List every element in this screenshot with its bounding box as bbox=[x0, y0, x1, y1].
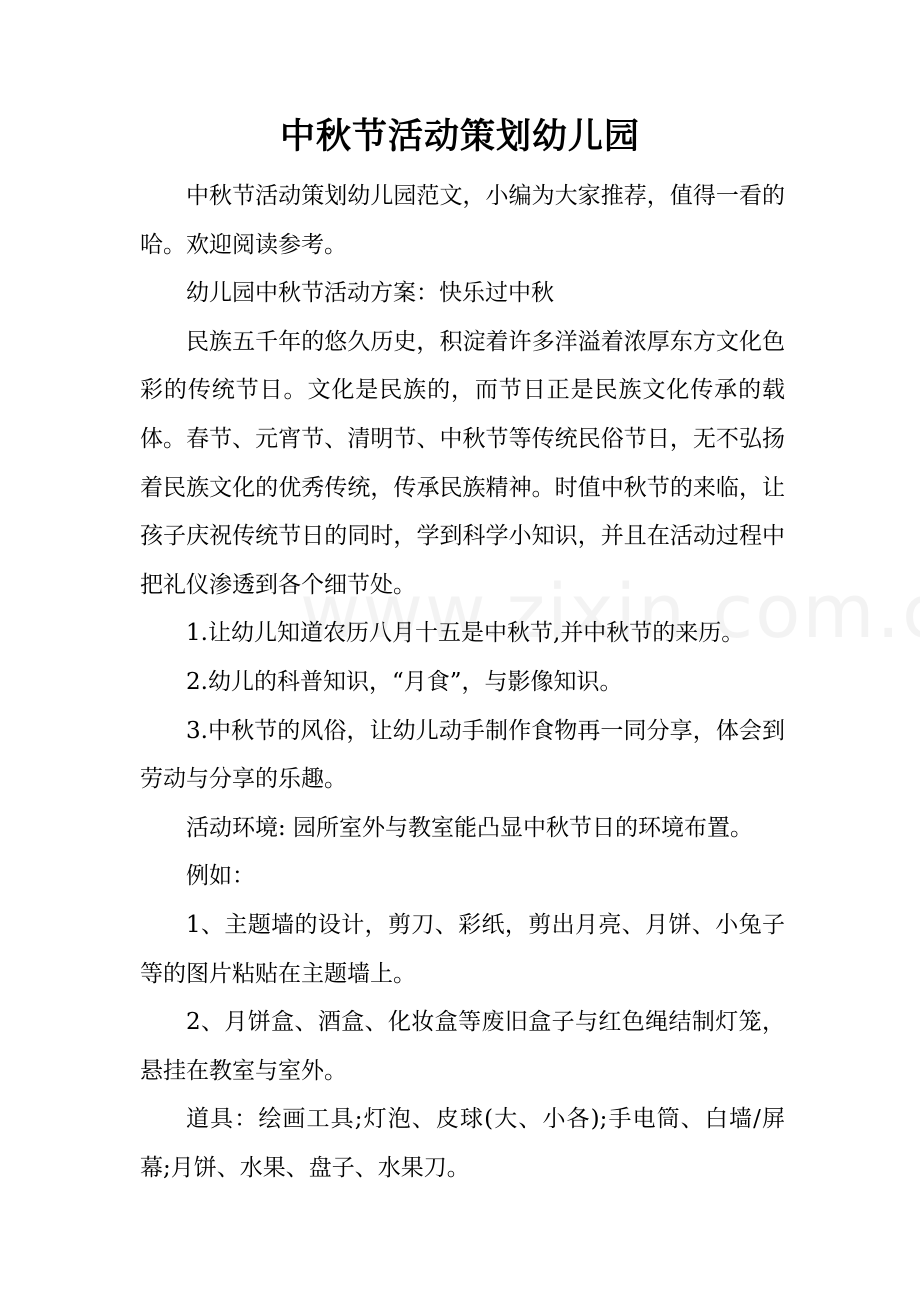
paragraph-background: 民族五千年的悠久历史，积淀着许多洋溢着浓厚东方文化色彩的传统节日。文化是民族的，而节日正是民族文化传承的载体。春节、元宵节、清明节、中秋节等传统民俗节日，无不弘扬着民族文化的优秀传统，传承民族精神。时值中秋节的来临，让孩子庆祝传统节日的同时，学到科学小知识，并且在活动过程中把礼仪渗透到各个细节处。 bbox=[140, 328, 785, 598]
paragraph-example-1: 1、主题墙的设计，剪刀、彩纸，剪出月亮、月饼、小兔子等的图片粘贴在主题墙上。 bbox=[140, 911, 785, 987]
paragraph-example-2: 2、月饼盒、酒盒、化妆盒等废旧盒子与红色绳结制灯笼，悬挂在教室与室外。 bbox=[140, 1009, 785, 1084]
paragraph-goal-2: 2.幼儿的科普知识，“月食”，与影像知识。 bbox=[186, 668, 623, 695]
paragraph-goal-1: 1.让幼儿知道农历八月十五是中秋节,并中秋节的来历。 bbox=[186, 620, 745, 647]
paragraph-environment: 活动环境: 园所室外与教室能凸显中秋节日的环境布置。 bbox=[186, 814, 754, 841]
paragraph-props: 道具：绘画工具;灯泡、皮球(大、小各);手电筒、白墙/屏幕;月饼、水果、盘子、水果刀。 bbox=[140, 1106, 785, 1181]
document-title: 中秋节活动策划幼儿园 bbox=[279, 116, 640, 157]
paragraph-example: 例如： bbox=[186, 863, 255, 890]
paragraph-intro: 中秋节活动策划幼儿园范文，小编为大家推荐，值得一看的哈。欢迎阅读参考。 bbox=[140, 183, 785, 258]
paragraph-plan-title: 幼儿园中秋节活动方案：快乐过中秋 bbox=[186, 280, 554, 307]
paragraph-goal-3: 3.中秋节的风俗，让幼儿动手制作食物再一同分享，体会到劳动与分享的乐趣。 bbox=[140, 717, 785, 793]
document-body bbox=[140, 172, 785, 1192]
